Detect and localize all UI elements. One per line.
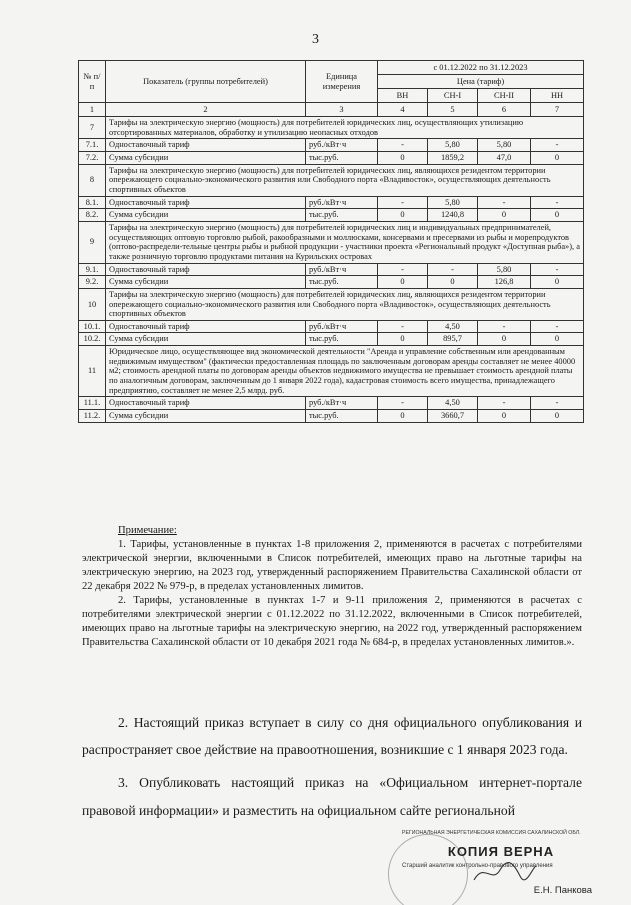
header-col-sn2: СН-II: [478, 89, 531, 103]
row-value: -: [378, 320, 428, 333]
section-description: Тарифы на электрическую энергию (мощность) для потребителей юридических лиц, являющихся резидентом территории опережающего социально-экономического развития или Свободного порта «Владивосток», осуществляющих деятельность спортивных объектов: [106, 288, 584, 320]
row-number: 7: [79, 117, 106, 139]
row-value: 0: [531, 276, 584, 289]
note-title: Примечание:: [118, 525, 177, 536]
row-unit: руб./кВт·ч: [306, 139, 378, 152]
section-description: Тарифы на электрическую энергию (мощность) для потребителей юридических лиц и индивидуальных предпринимателей, осуществляющих оптовую торговлю рыбой, ракообразными и моллюсками, консервами и пресервами из рыбы и морепродуктов (оптово-распредели-тельные центры рыбы и рыбной продукции - участники проекта «Региональный продукт «Доступная рыба»), а также розничную торговлю продуктами питания на Курильских островах: [106, 221, 584, 263]
section-row: [79, 346, 584, 397]
row-value: 3660,7: [428, 410, 478, 423]
row-value: 0: [478, 333, 531, 346]
index-cell: 6: [478, 103, 531, 117]
row-number: 8.1.: [79, 196, 106, 209]
row-number: 8.2.: [79, 209, 106, 222]
row-indicator: Сумма субсидии: [106, 276, 306, 289]
row-indicator: Одноставочный тариф: [106, 397, 306, 410]
index-cell: 1: [79, 103, 106, 117]
row-value: -: [378, 263, 428, 276]
row-unit: тыс.руб.: [306, 276, 378, 289]
row-value: 0: [378, 333, 428, 346]
header-period: с 01.12.2022 по 31.12.2023: [378, 61, 584, 75]
row-indicator: Одноставочный тариф: [106, 320, 306, 333]
index-cell: 2: [106, 103, 306, 117]
page-number: 3: [312, 32, 319, 47]
row-unit: тыс.руб.: [306, 151, 378, 164]
row-number: 11.1.: [79, 397, 106, 410]
seal-circle: [388, 834, 468, 905]
row-value: -: [478, 196, 531, 209]
row-number: 11: [79, 346, 106, 397]
header-indicator: Показатель (группы потребителей): [106, 61, 306, 103]
stamp-name: Е.Н. Панкова: [533, 885, 592, 896]
row-unit: тыс.руб.: [306, 209, 378, 222]
row-indicator: Сумма субсидии: [106, 151, 306, 164]
row-value: -: [531, 263, 584, 276]
table-row: [79, 151, 584, 164]
row-unit: руб./кВт·ч: [306, 320, 378, 333]
row-value: 0: [531, 333, 584, 346]
row-value: 0: [378, 276, 428, 289]
row-unit: руб./кВт·ч: [306, 196, 378, 209]
row-number: 10.2.: [79, 333, 106, 346]
section-row: [79, 288, 584, 320]
table-row: [79, 209, 584, 222]
row-number: 7.1.: [79, 139, 106, 152]
row-value: -: [428, 263, 478, 276]
section-description: Тарифы на электрическую энергию (мощность) для потребителей юридических лиц, осуществляющих утилизацию отсортированных материалов, обработку и утилизацию неопасных отходов: [106, 117, 584, 139]
row-value: -: [478, 397, 531, 410]
row-value: 0: [531, 209, 584, 222]
header-unit: Единица измерения: [306, 61, 378, 103]
header-col-vn: ВН: [378, 89, 428, 103]
paragraph-2: 2. Настоящий приказ вступает в силу со дня официального опубликования и распространяет свое действие на правоотношения, возникшие с 1 января 2023 года.: [82, 715, 582, 758]
table-row: [79, 320, 584, 333]
row-indicator: Сумма субсидии: [106, 410, 306, 423]
row-indicator: Одноставочный тариф: [106, 139, 306, 152]
table-row: [79, 410, 584, 423]
row-indicator: Сумма субсидии: [106, 209, 306, 222]
note-paragraph-2: 2. Тарифы, установленные в пунктах 1-7 и 9-11 приложения 2, применяются в расчетах с потребителями электрической энергии с 01.12.2022 по 31.12.2022, включенными в Список потребителей, имеющих право на льготные тарифы на электрическую энергию, на 2022 год, утвержденный распоряжением Правительства Сахалинской области от 10 декабря 2021 года № 684-р, в пределах установленных лимитов.».: [82, 594, 582, 648]
section-description: Юридическое лицо, осуществляющее вид экономической деятельности "Аренда и управление собственным или арендованным недвижимым имуществом" (фактически предоставленная площадь по заключенным договорам аренды составляет не менее 40000 м2; стоимость арендной платы по договорам аренды объектов недвижимого имущества не превышает стоимость арендной платы по аналогичным договорам, заключенным до 1 января 2022 года), кадастровая стоимость всего имущества, принадлежащего предприятию, составляет не менее 2,5 млрд. руб.: [106, 346, 584, 397]
row-value: 1859,2: [428, 151, 478, 164]
row-number: 8: [79, 164, 106, 196]
row-value: 5,80: [478, 139, 531, 152]
tariff-table: [78, 60, 584, 423]
row-value: -: [478, 320, 531, 333]
row-value: 4,50: [428, 320, 478, 333]
row-value: -: [531, 320, 584, 333]
row-value: -: [378, 139, 428, 152]
index-row: [79, 103, 584, 117]
row-value: 0: [378, 410, 428, 423]
header-col-sn1: СН-I: [428, 89, 478, 103]
row-value: 0: [531, 410, 584, 423]
row-value: 0: [378, 209, 428, 222]
note-paragraph-1: 1. Тарифы, установленные в пунктах 1-8 приложения 2, применяются в расчетах с потребителями электрической энергии, включенными в Список потребителей, имеющих право на льготные тарифы на электрическую энергию, на 2023 год, утвержденный распоряжением Правительства Сахалинской области от 22 декабря 2022 № 979-р, в пределах установленных лимитов.: [82, 538, 582, 592]
row-unit: руб./кВт·ч: [306, 263, 378, 276]
row-number: 7.2.: [79, 151, 106, 164]
index-cell: 3: [306, 103, 378, 117]
row-value: -: [531, 139, 584, 152]
row-indicator: Сумма субсидии: [106, 333, 306, 346]
signature-icon: [470, 858, 540, 886]
row-value: -: [531, 397, 584, 410]
header-col-nn: НН: [531, 89, 584, 103]
row-number: 9.1.: [79, 263, 106, 276]
note-block: [82, 524, 582, 650]
row-number: 11.2.: [79, 410, 106, 423]
stamp-org: РЕГИОНАЛЬНАЯ ЭНЕРГЕТИЧЕСКАЯ КОМИССИЯ САХАЛИНСКОЙ ОБЛ.: [402, 830, 581, 836]
table-row: [79, 263, 584, 276]
row-indicator: Одноставочный тариф: [106, 196, 306, 209]
row-value: -: [378, 196, 428, 209]
stamp-title: КОПИЯ ВЕРНА: [447, 844, 555, 859]
row-value: 0: [531, 151, 584, 164]
stamp-role: Старший аналитик контрольно-правового управления: [402, 863, 553, 869]
header-num: № п/п: [79, 61, 106, 103]
row-number: 9.2.: [79, 276, 106, 289]
index-cell: 4: [378, 103, 428, 117]
table-row: [79, 139, 584, 152]
row-value: -: [531, 196, 584, 209]
row-value: 5,80: [428, 196, 478, 209]
main-text: [82, 709, 582, 830]
row-value: 47,0: [478, 151, 531, 164]
row-number: 10.1.: [79, 320, 106, 333]
table-row: [79, 333, 584, 346]
paragraph-3: 3. Опубликовать настоящий приказ на «Официальном интернет-портале правовой информации» и разместить на официальном сайте региональной: [82, 775, 582, 818]
row-unit: тыс.руб.: [306, 410, 378, 423]
row-unit: тыс.руб.: [306, 333, 378, 346]
row-value: -: [378, 397, 428, 410]
index-cell: 7: [531, 103, 584, 117]
row-value: 0: [428, 276, 478, 289]
row-unit: руб./кВт·ч: [306, 397, 378, 410]
row-value: 1240,8: [428, 209, 478, 222]
index-cell: 5: [428, 103, 478, 117]
row-value: 895,7: [428, 333, 478, 346]
row-value: 5,80: [478, 263, 531, 276]
row-value: 0: [478, 209, 531, 222]
row-value: 126,8: [478, 276, 531, 289]
row-number: 10: [79, 288, 106, 320]
row-indicator: Одноставочный тариф: [106, 263, 306, 276]
table-row: [79, 276, 584, 289]
row-value: 0: [478, 410, 531, 423]
table-row: [79, 397, 584, 410]
header-price: Цена (тариф): [378, 75, 584, 89]
section-row: [79, 117, 584, 139]
section-description: Тарифы на электрическую энергию (мощность) для потребителей юридических лиц, являющихся резидентом территории опережающего социально-экономического развития или Свободного порта «Владивосток», осуществляющих деятельность спортивных объектов: [106, 164, 584, 196]
table-row: [79, 196, 584, 209]
row-value: 0: [378, 151, 428, 164]
section-row: [79, 164, 584, 196]
row-value: 5,80: [428, 139, 478, 152]
row-value: 4,50: [428, 397, 478, 410]
section-row: [79, 221, 584, 263]
row-number: 9: [79, 221, 106, 263]
